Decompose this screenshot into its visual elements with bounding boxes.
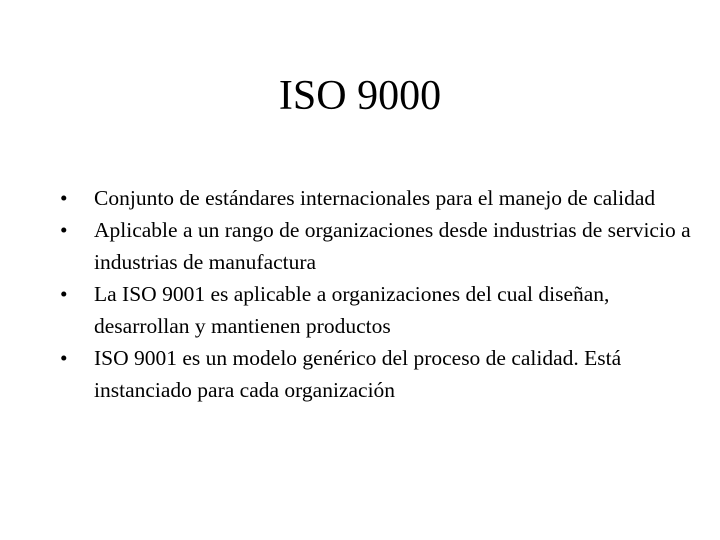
bullet-icon: • — [60, 282, 68, 306]
bullet-item — [60, 278, 700, 342]
slide-title: ISO 9000 — [278, 73, 442, 119]
bullet-icon: • — [60, 186, 68, 210]
bullet-text: Conjunto de estándares internacionales para el manejo de calidad — [94, 186, 656, 210]
bullet-list — [60, 182, 700, 406]
bullet-text: Aplicable a un rango de organizaciones desde industrias de servicio a industrias de manufactura — [94, 218, 691, 274]
bullet-item — [60, 214, 700, 278]
bullet-text: ISO 9001 es un modelo genérico del proceso de calidad. Está instanciado para cada organización — [94, 346, 622, 402]
bullet-item — [60, 342, 700, 406]
bullet-text: La ISO 9001 es aplicable a organizaciones del cual diseñan, desarrollan y mantienen productos — [94, 282, 610, 338]
bullet-icon: • — [60, 218, 68, 242]
bullet-item — [60, 182, 700, 214]
bullet-icon: • — [60, 346, 68, 370]
